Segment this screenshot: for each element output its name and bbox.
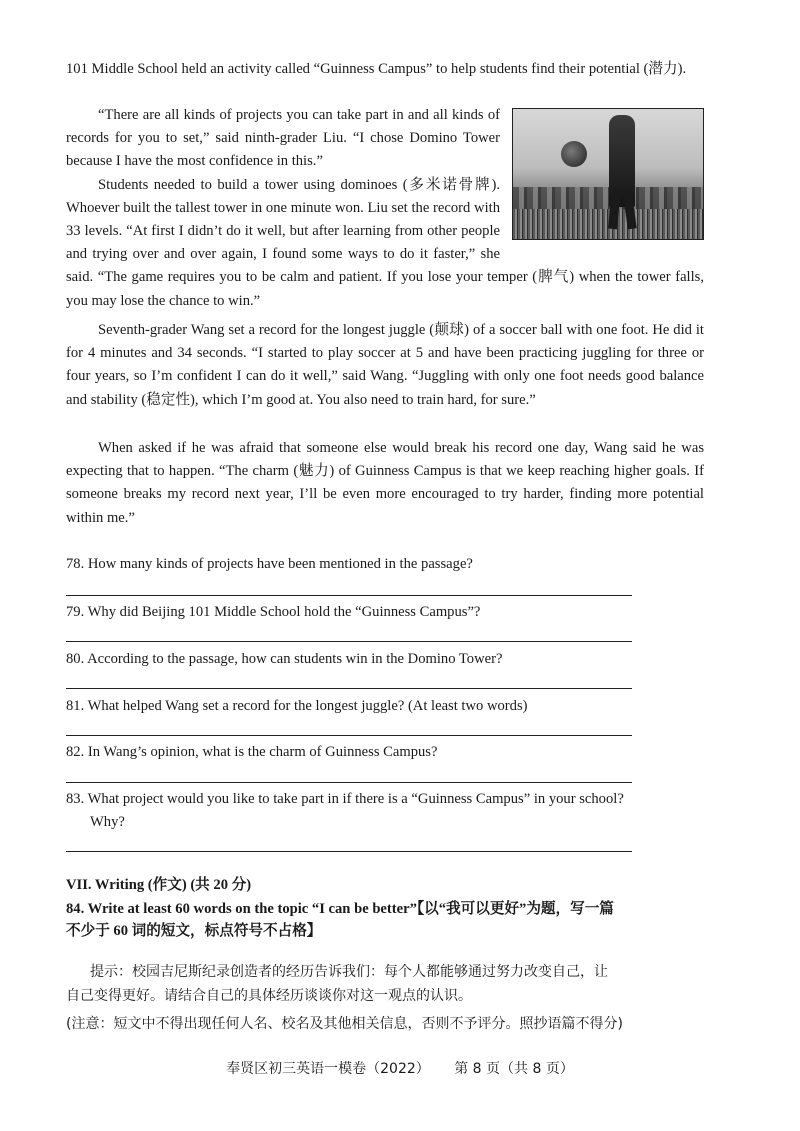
writing-hint-line-2: 自己变得更好。请结合自己的具体经历谈谈你对这一观点的认识。 xyxy=(66,988,472,1004)
question-83-why: Why? xyxy=(90,814,125,830)
writing-note: (注意：短文中不得出现任何人名、校名及其他相关信息，否则不予评分。照抄语篇不得分) xyxy=(66,1016,623,1032)
question-81: 81. What helped Wang set a record for the longest juggle? (At least two words) xyxy=(66,698,528,714)
writing-task-line-1: 84. Write at least 60 words on the topic “I can be better”【以“我可以更好”为题，写一篇 xyxy=(66,901,614,917)
page-footer xyxy=(0,1058,800,1078)
writing-hint-line-1: 提示：校园吉尼斯纪录创造者的经历告诉我们：每个人都能够通过努力改变自己，让 xyxy=(90,964,608,980)
passage-paragraph-2-3-container xyxy=(66,104,704,313)
footer-exam-title: 奉贤区初三英语一模卷（2022） xyxy=(226,1061,430,1077)
question-78: 78. How many kinds of projects have been mentioned in the passage? xyxy=(66,556,473,572)
soccer-juggling-photo xyxy=(512,108,704,240)
answer-line-82[interactable] xyxy=(66,782,632,783)
question-79: 79. Why did Beijing 101 Middle School hold the “Guinness Campus”? xyxy=(66,604,481,620)
writing-section-heading: VII. Writing (作文) (共 20 分) xyxy=(66,877,252,893)
passage-paragraph-5: When asked if he was afraid that someone else would break his record one day, Wang said he was expecting that to happen. “The charm (魅力) of Guinness Campus is that we keep reaching higher goals. If someone breaks my record next year, I’ll be even more encouraged to try harder, finding more potential within me.” xyxy=(66,440,704,526)
question-83: 83. What project would you like to take part in if there is a “Guinness Campus” in your school? xyxy=(66,791,624,807)
answer-line-79[interactable] xyxy=(66,641,632,642)
passage-paragraph-1: 101 Middle School held an activity called “Guinness Campus” to help students find their potential (潜力). xyxy=(66,61,687,77)
passage-paragraph-2: “There are all kinds of projects you can take part in and all kinds of records for you to set,” said ninth-grader Liu. “I chose Domino Tower because I have the most confidence in this.” xyxy=(66,107,500,170)
answer-line-78[interactable] xyxy=(66,595,632,596)
passage-paragraph-3: Students needed to build a tower using dominoes (多米诺骨牌). Whoever built the tallest tower in one minute won. Liu set the record with 33 levels. “At first I didn’t do it well, but after learning from other people and trying over and over again, I found some ways to do it faster,” she said. “The game requires you to be calm and patient. If you lose your temper (脾气) when the tower falls, you may lose the chance to win.” xyxy=(66,176,704,309)
writing-task-line-2: 不少于 60 词的短文，标点符号不占格】 xyxy=(66,923,322,939)
soccer-ball xyxy=(561,141,587,167)
answer-line-81[interactable] xyxy=(66,735,632,736)
question-80: 80. According to the passage, how can students win in the Domino Tower? xyxy=(66,651,503,667)
passage-paragraph-4: Seventh-grader Wang set a record for the longest juggle (颠球) of a soccer ball with one foot. He did it for 4 minutes and 34 seconds. “I started to play soccer at 5 and have been practicing juggling for three or four years, so I’m confident I can do it well,” said Wang. “Juggling with only one foot needs good balance and stability (稳定性), which I’m good at. You also need to train hard, for sure.” xyxy=(66,322,704,408)
answer-line-83[interactable] xyxy=(66,851,632,852)
answer-line-80[interactable] xyxy=(66,688,632,689)
photo-crowd xyxy=(513,187,703,209)
footer-page-number: 第 8 页（共 8 页） xyxy=(454,1061,574,1077)
question-82: 82. In Wang’s opinion, what is the charm of Guinness Campus? xyxy=(66,744,438,760)
